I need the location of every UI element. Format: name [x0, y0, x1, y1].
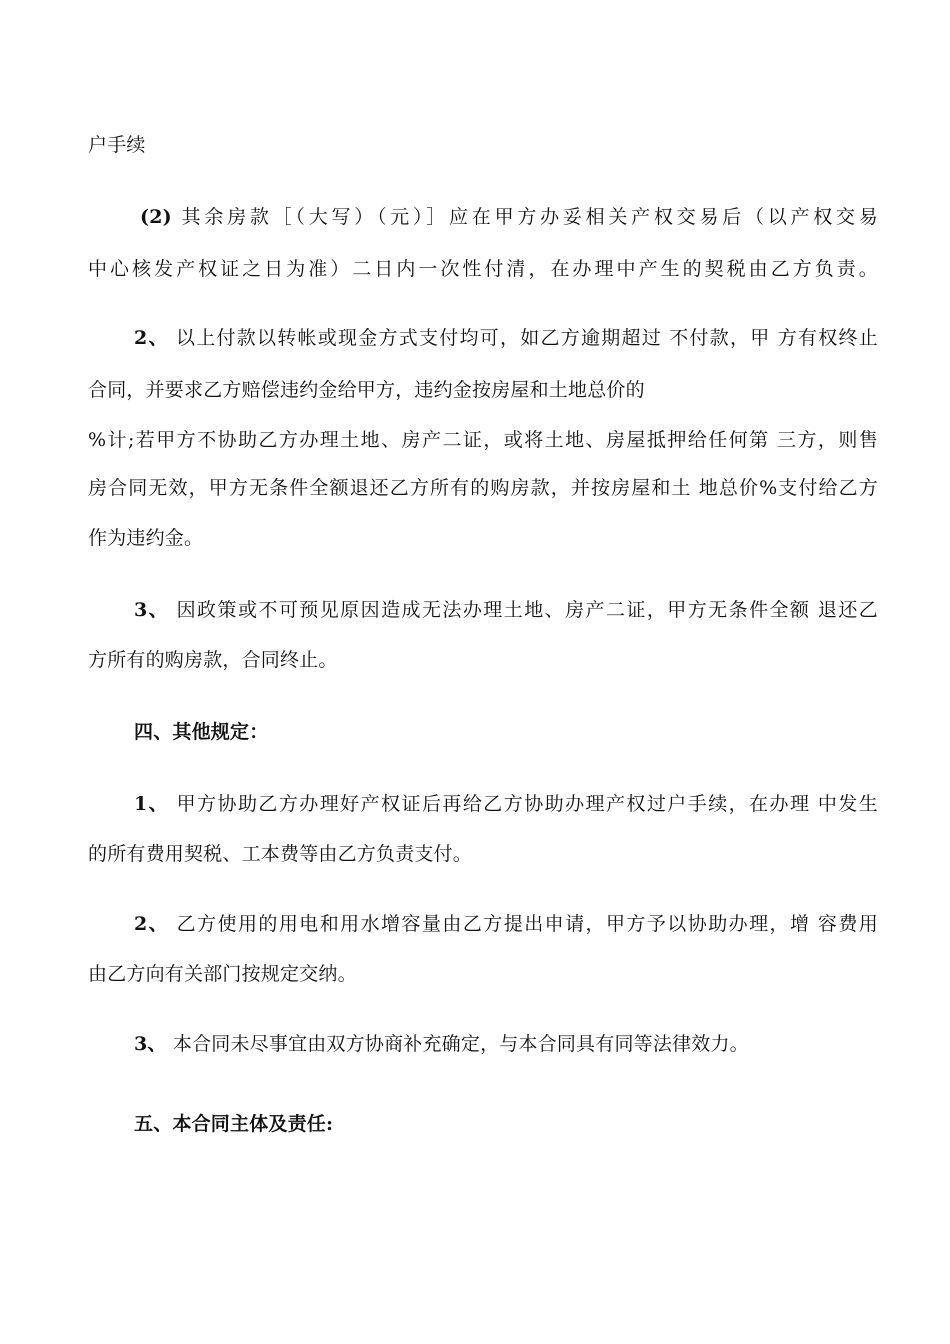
clause-line	[140, 204, 878, 230]
line-text: 因政策或不可预见原因造成无法办理土地、房产二证，甲方无条件全额 退还乙	[169, 599, 879, 621]
clause-line	[134, 1031, 878, 1057]
clause-line	[134, 911, 878, 937]
clause-line	[134, 791, 878, 817]
text-line	[88, 256, 878, 282]
line-text: 其余房款［（大写）（元）］应在甲方办妥相关产权交易后（以产权交易	[171, 206, 878, 228]
line-text: 甲方协助乙方办理好产权证后再给乙方协助办理产权过户手续，在办理 中发生	[169, 793, 879, 815]
text-line	[88, 525, 878, 551]
line-text: 房合同无效，甲方无条件全额退还乙方所有的购房款，并按房屋和土 地总价%支付给乙方	[88, 477, 878, 499]
line-text: 以上付款以转帐或现金方式支付均可，如乙方逾期超过 不付款，甲 方有权终止	[168, 327, 878, 349]
text-line	[88, 841, 878, 867]
clause-number: 2、	[134, 913, 170, 935]
line-text: 合同，并要求乙方赔偿违约金给甲方，违约金按房屋和土地总价的	[88, 379, 645, 401]
clause-number: 1、	[134, 793, 170, 815]
clause-number: (2)	[140, 206, 172, 228]
text-line	[88, 427, 878, 453]
line-text: 户手续	[88, 134, 146, 156]
text-line	[88, 132, 878, 158]
text-line	[88, 647, 878, 673]
section-heading	[134, 1111, 878, 1137]
clause-number: 3、	[134, 599, 170, 621]
text-line	[88, 961, 878, 987]
heading-text: 四、其他规定：	[134, 721, 269, 743]
clause-number: 3、	[134, 1033, 167, 1055]
line-text: 作为违约金。	[88, 527, 204, 549]
heading-text: 五、本合同主体及责任:	[134, 1113, 334, 1135]
line-text: 由乙方向有关部门按规定交纳。	[88, 963, 357, 985]
line-text: 中心核发产权证之日为准）二日内一次性付清，在办理中产生的契税由乙方负责。	[88, 258, 878, 280]
line-text: 乙方使用的用电和用水增容量由乙方提出申请，甲方予以协助办理，增 容费用	[169, 913, 879, 935]
section-heading	[134, 719, 878, 745]
clause-line	[134, 597, 878, 623]
clause-line	[134, 325, 878, 351]
line-text: 的所有费用契税、工本费等由乙方负责支付。	[88, 843, 473, 865]
line-text: %计;若甲方不协助乙方办理土地、房产二证，或将土地、房屋抵押给任何第 三方，则售	[88, 429, 878, 451]
line-text: 方所有的购房款，合同终止。	[88, 649, 338, 671]
line-text: 本合同未尽事宜由双方协商补充确定，与本合同具有同等法律效力。	[166, 1033, 749, 1055]
text-line	[88, 377, 878, 403]
clause-number: 2、	[134, 327, 169, 349]
text-line	[88, 475, 878, 501]
